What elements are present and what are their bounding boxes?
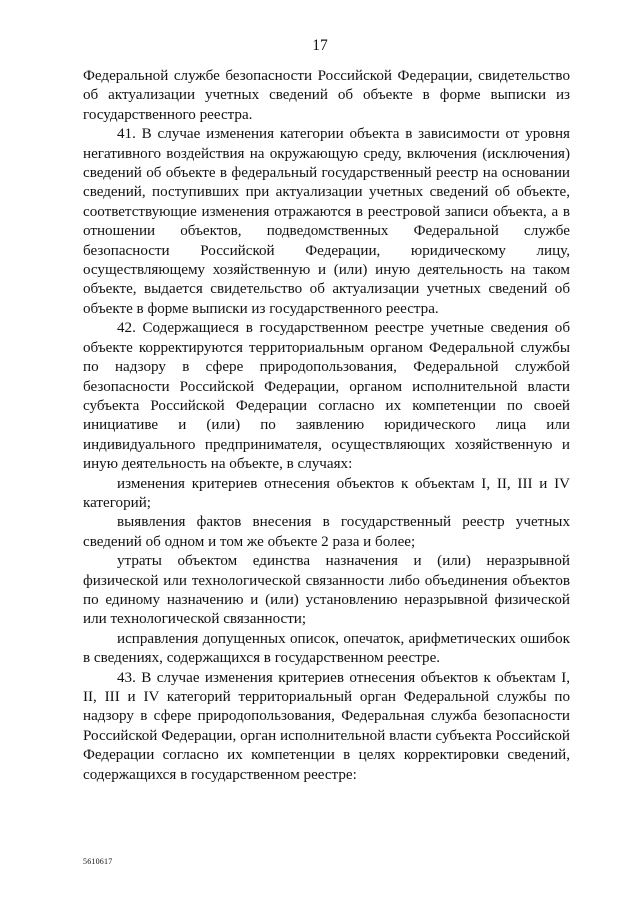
document-body: [83, 67, 570, 785]
paragraph-43: 43. В случае изменения критериев отнесения объектов к объектам I, II, III и IV категорий территориальный орган Федеральной службы по надзору в сфере природопользования, Федеральная служба безопасности Российской Федерации, орган исполнительной власти субъекта Российской Федерации согласно их компетенции в целях корректировки сведений, содержащихся в государственном реестре:: [83, 669, 570, 783]
paragraph-42: 42. Содержащиеся в государственном реестре учетные сведения об объекте корректируются территориальным органом Федеральной службы по надзору в сфере природопользования, Федеральной службой безопасности Российской Федерации, органом исполнительной власти субъекта Российской Федерации согласно их компетенции по своей инициативе и (или) по заявлению юридического лица или индивидуального предпринимателя, осуществляющих хозяйственную и иную деятельность на объекте, в случаях:: [83, 320, 570, 473]
page-number: 17: [312, 37, 328, 54]
paragraph-42-case-duplicates: выявления фактов внесения в государственный реестр учетных сведений об одном и том же объекте 2 раза и более;: [83, 514, 570, 550]
document-code: 5610617: [83, 857, 113, 866]
paragraph-42-case-typos: исправления допущенных описок, опечаток, арифметических ошибок в сведениях, содержащихся в государственном реестре.: [83, 630, 570, 667]
paragraph-41: 41. В случае изменения категории объекта в зависимости от уровня негативного воздействия на окружающую среду, включения (исключения) сведений об объекте в федеральный государственный реестр на основании сведений, поступивших при актуализации учетных сведений об объекте, соответствующие изменения отражаются в реестровой записи объекта, а в отношении объектов, подведомственных Федеральной службе безопасности Российской Федерации, юридическому лицу, осуществляющему хозяйственную и (или) иную деятельность на таком объекте, выдается свидетельство об актуализации учетных сведений об объекте в форме выписки из государственного реестра.: [83, 126, 570, 317]
paragraph-continuation: Федеральной службе безопасности Российской Федерации, свидетельство об актуализации учетных сведений об объекте в форме выписки из государственного реестра.: [83, 68, 570, 123]
paragraph-42-case-unity-loss: утраты объектом единства назначения и (или) неразрывной физической или технологической связанности либо объединения объектов по единому назначению и (или) установлению неразрывной физической или технологической связанности;: [83, 553, 570, 628]
paragraph-42-case-criteria: изменения критериев отнесения объектов к объектам I, II, III и IV категорий;: [83, 475, 570, 511]
